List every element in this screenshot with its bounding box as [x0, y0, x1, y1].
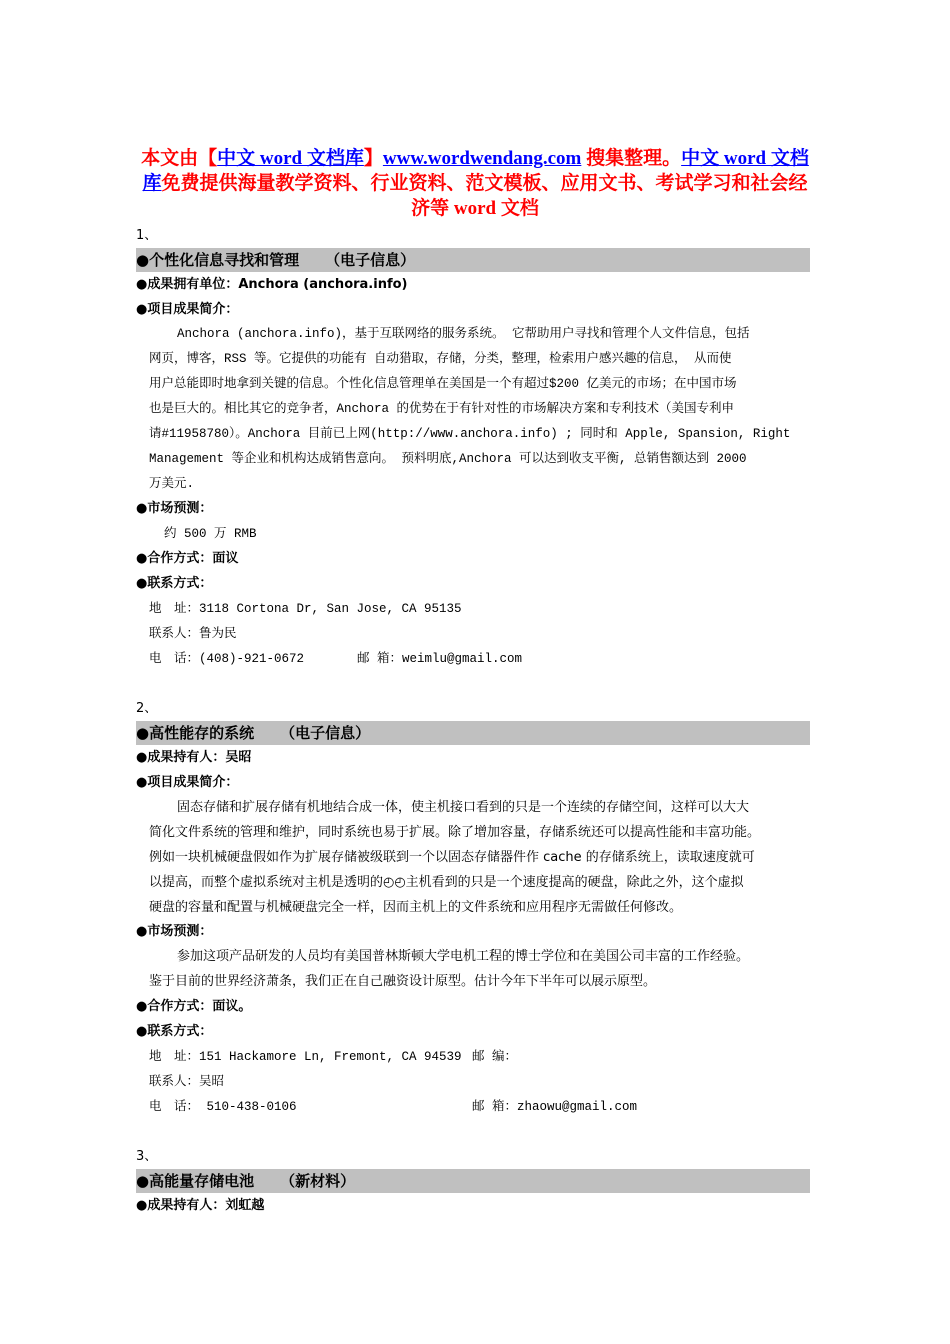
item-category: （新材料） [280, 1172, 356, 1190]
intro-line: Management 等企业和机构达成销售意向。 预料明底,Anchora 可以达到收支平衡, 总销售额达到 2000 [149, 452, 747, 466]
market-line: 参加这项产品研发的人员均有美国普林斯顿大学电机工程的博士学位和在美国公司丰富的工作经验。 [177, 949, 750, 964]
intro-paragraph [149, 322, 821, 497]
contact-label: ●联系方式： [136, 576, 213, 591]
item-category: （电子信息） [280, 724, 371, 742]
owner-line: ●成果持有人：吴昭 [136, 750, 252, 765]
banner-text: 】 [363, 148, 383, 169]
intro-line: 例如一块机械硬盘假如作为扩展存储被级联到一个以固态存储器件作 cache 的存储系统上，读取速度就可 [149, 850, 755, 865]
market-text: 约 500 万 RMB [164, 527, 257, 541]
item-title: ●个性化信息寻找和管理 [136, 251, 300, 269]
source-banner [136, 146, 814, 221]
item-number: 1、 [136, 228, 158, 243]
banner-text: 免费提供海量教学资料、行业资料、范文模板、应用文书、考试学习和社会经济等 word 文档 [161, 173, 808, 219]
intro-line: 万美元. [149, 477, 195, 491]
intro-line: 以提高，而整个虚拟系统对主机是透明的◴◴主机看到的只是一个速度提高的硬盘，除此之外，这个虚拟 [149, 875, 744, 890]
intro-line: 简化文件系统的管理和维护，同时系统也易于扩展。除了增加容量，存储系统还可以提高性能和丰富功能。 [149, 825, 761, 840]
banner-link-website[interactable]: www.wordwendang.com [382, 148, 582, 169]
cooperation-line: ●合作方式：面议 [136, 551, 239, 566]
banner-text: 搜集整理。 [581, 148, 682, 169]
intro-line: 固态存储和扩展存储有机地结合成一体，使主机接口看到的只是一个连续的存储空间，这样可以大大 [177, 800, 750, 815]
phone-line: 电 话：(408)-921-0672 [149, 652, 305, 666]
cooperation-line: ●合作方式：面议。 [136, 999, 252, 1014]
item-header [136, 248, 810, 272]
item-category: （电子信息） [325, 251, 416, 269]
intro-paragraph [149, 795, 821, 920]
market-line: 鉴于目前的世界经济萧条，我们正在自己融资设计原型。估计今年下半年可以展示原型。 [149, 974, 657, 989]
market-label: ●市场预测： [136, 501, 213, 516]
owner-line: ●成果持有人：刘虹越 [136, 1198, 265, 1213]
owner-line: ●成果拥有单位：Anchora (anchora.info) [136, 277, 408, 292]
market-paragraph [149, 944, 821, 994]
intro-line: 请#11958780）。Anchora 目前已上网(http://www.anchora.info) ; 同时和 Apple, Spansion, Right [149, 427, 791, 441]
item-header [136, 1169, 810, 1193]
contact-person: 联系人：鲁为民 [149, 627, 237, 641]
intro-label: ●项目成果简介： [136, 775, 239, 790]
contact-person: 联系人：吴昭 [149, 1075, 225, 1089]
banner-link-library[interactable]: 中文 word 文档库 [142, 148, 809, 194]
item-number: 2、 [136, 701, 158, 716]
item-number: 3、 [136, 1149, 158, 1164]
item-title: ●高能量存储电池 [136, 1172, 255, 1190]
banner-link-library[interactable]: 中文 word 文档库 [217, 148, 364, 169]
intro-line: 用户总能即时地拿到关键的信息。个性化信息管理单在美国是一个有超过$200 亿美元的市场；在中国市场 [149, 377, 737, 391]
banner-text: 本文由【 [141, 148, 218, 169]
contact-label: ●联系方式： [136, 1024, 213, 1039]
address-line: 地 址：3118 Cortona Dr, San Jose, CA 95135 [149, 602, 462, 616]
item-header [136, 721, 810, 745]
phone-line: 电 话： 510-438-0106 [149, 1100, 297, 1114]
intro-label: ●项目成果简介： [136, 302, 239, 317]
intro-line: Anchora (anchora.info)，基于互联网络的服务系统。 它帮助用户寻找和管理个人文件信息，包括 [177, 327, 750, 341]
market-label: ●市场预测： [136, 924, 213, 939]
email-line: 邮 箱：weimlu@gmail.com [357, 652, 523, 666]
item-title: ●高性能存的系统 [136, 724, 255, 742]
intro-line: 硬盘的容量和配置与机械硬盘完全一样，因而主机上的文件系统和应用程序无需做任何修改。 [149, 900, 683, 915]
intro-line: 网页，博客，RSS 等。它提供的功能有 自动猎取，存储，分类，整理，检索用户感兴趣的信息， 从而使 [149, 352, 732, 366]
address-line: 地 址：151 Hackamore Ln, Fremont, CA 94539 [149, 1050, 462, 1064]
intro-line: 也是巨大的。相比其它的竞争者，Anchora 的优势在于有针对性的市场解决方案和专利技术（美国专利申 [149, 402, 735, 416]
zip-line: 邮 编： [472, 1050, 518, 1064]
email-line: 邮 箱：zhaowu@gmail.com [472, 1100, 638, 1114]
